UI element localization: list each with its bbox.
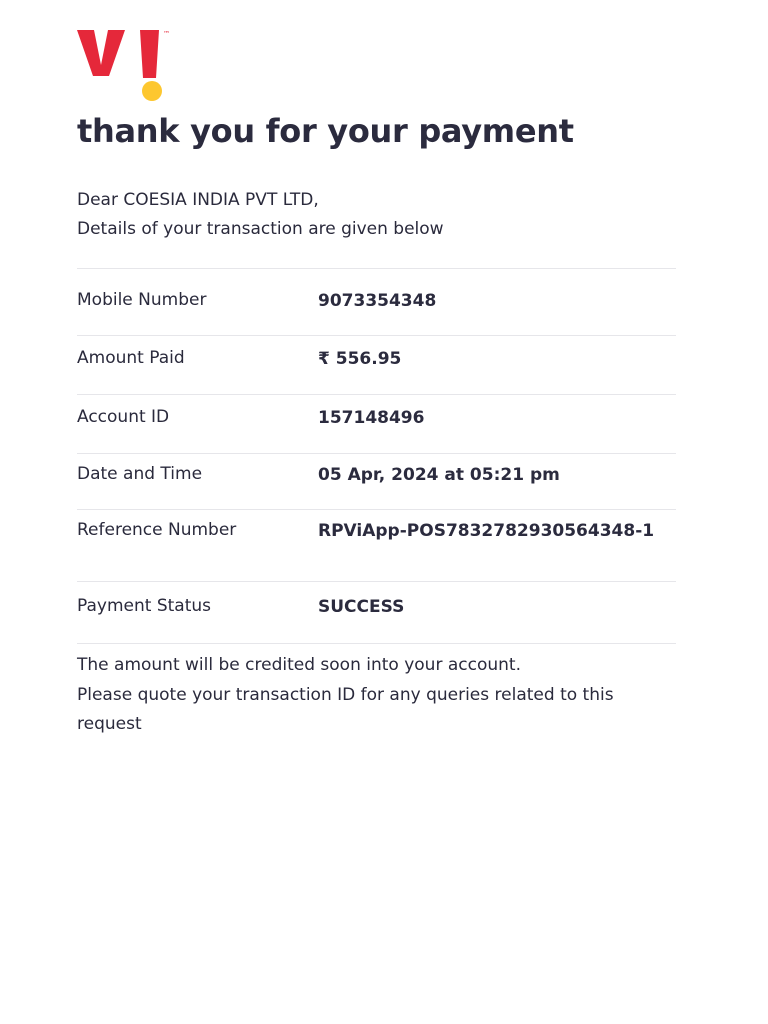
detail-label: Account ID <box>77 407 170 427</box>
footer-line-credit: The amount will be credited soon into your account. <box>77 655 521 675</box>
status-value: SUCCESS <box>318 597 405 617</box>
detail-value: ₹ 556.95 <box>318 349 402 369</box>
logo-dot <box>142 81 162 101</box>
detail-row-account-id <box>77 395 676 454</box>
footer-line-query: Please quote your transaction ID for any queries related to this request <box>77 684 614 734</box>
logo-v-mark <box>77 30 125 76</box>
detail-label: Date and Time <box>77 464 203 484</box>
detail-row-payment-status <box>77 582 676 644</box>
detail-label: Mobile Number <box>77 290 207 310</box>
detail-row-amount-paid <box>77 336 676 395</box>
transaction-details <box>77 268 676 644</box>
detail-label: Payment Status <box>77 596 211 616</box>
page-title: thank you for your payment <box>77 112 574 150</box>
detail-label: Amount Paid <box>77 348 185 368</box>
detail-value: RPViApp-POS7832782930564348-1 <box>318 521 655 541</box>
greeting: Dear COESIA INDIA PVT LTD, <box>77 190 319 210</box>
intro-subtitle: Details of your transaction are given below <box>77 219 444 239</box>
intro-text <box>77 186 444 244</box>
trademark-symbol: ™ <box>163 30 170 38</box>
vi-logo <box>77 28 177 104</box>
detail-value: 05 Apr, 2024 at 05:21 pm <box>318 465 560 485</box>
detail-row-reference-number <box>77 510 676 582</box>
detail-row-date-time <box>77 454 676 510</box>
detail-value: 157148496 <box>318 408 425 428</box>
detail-label: Reference Number <box>77 520 237 540</box>
logo-i-mark <box>140 30 159 78</box>
detail-value: 9073354348 <box>318 291 437 311</box>
detail-row-mobile-number <box>77 269 676 336</box>
footer-note <box>77 651 676 740</box>
